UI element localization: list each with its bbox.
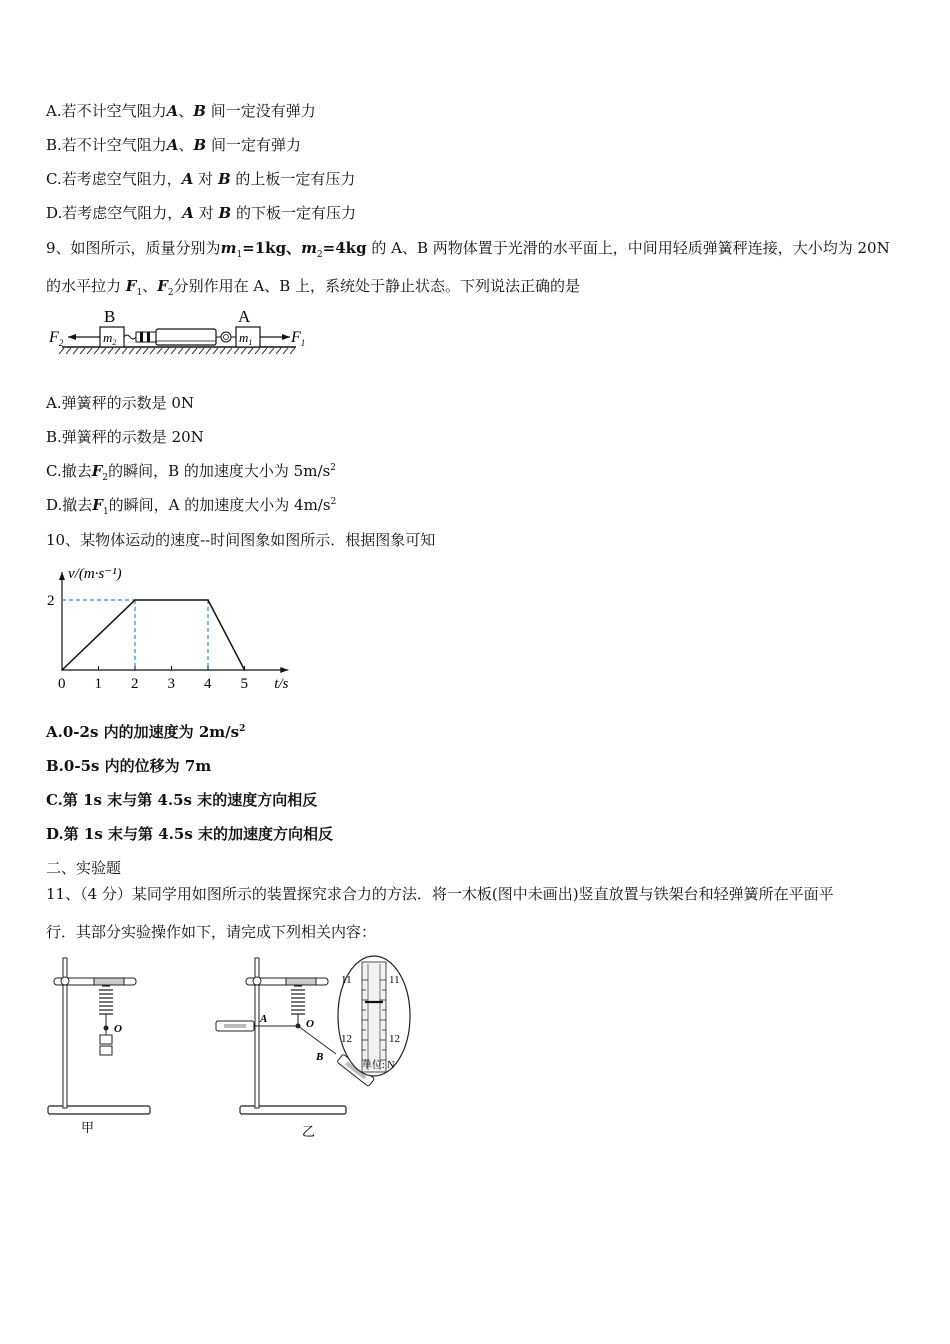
q9-option-a: A.弹簧秤的示数是 0N (46, 394, 195, 412)
q9-stem-line2: 的水平拉力 $F_1$、$F_2$分别作用在 A、B 上，系统处于静止状态。下列说法正确的是 (46, 277, 580, 298)
x-axis-arrow (280, 667, 288, 673)
q9-option-b: B.弹簧秤的示数是 20N (46, 428, 204, 446)
label-m2: $m_2$ (103, 330, 117, 347)
q10-option-d: D.第 1s 末与第 4.5s 末的加速度方向相反 (46, 825, 334, 843)
balance-body (156, 329, 216, 345)
label-b-right: B (316, 1051, 324, 1063)
q11-stem-line2: 行．其部分实验操作如下，请完成下列相关内容： (46, 923, 377, 941)
data-point (134, 599, 136, 601)
x-tick-label: 3 (167, 676, 175, 692)
label-b: B (104, 307, 116, 326)
caption-left: 甲 (81, 1120, 95, 1135)
velocity-line (62, 600, 245, 670)
q9-option-c: C.撤去$F_2$的瞬间，B 的加速度大小为 $5m/s^2$ (46, 462, 336, 483)
label-m1: $m_1$ (239, 330, 253, 347)
x-tick-label: 5 (240, 676, 248, 692)
q11-figures (44, 950, 424, 1145)
label-f2: $F_2$ (49, 329, 64, 348)
q8-option-c: C.若考虑空气阻力，A 对 B 的上板一定有压力 (46, 170, 356, 188)
scale-top-right: 11 (389, 974, 400, 986)
scale-bottom-right: 12 (389, 1033, 400, 1045)
q11-stem-line1: 11、（4 分）某同学用如图所示的装置探究求合力的方法．将一木板(图中未画出)竖直放置与铁架台和轻弹簧所在平面平 (46, 885, 834, 903)
x-tick-label: 0 (58, 676, 66, 692)
q8-option-d: D.若考虑空气阻力，A 对 B 的下板一定有压力 (46, 204, 356, 222)
data-point (244, 669, 246, 671)
label-f1: $F_1$ (291, 329, 306, 348)
scale-top-left: 11 (341, 974, 352, 986)
label-a: A (238, 307, 251, 326)
q10-option-b: B.0-5s 内的位移为 7m (46, 757, 212, 775)
x-axis-label: t/s (274, 676, 289, 692)
y-tick-label: 2 (47, 593, 55, 609)
balance-ring (221, 332, 231, 342)
vt-chart (40, 560, 300, 695)
unit-label: 单位: N (362, 1060, 395, 1071)
balance-scale (136, 332, 156, 342)
q10-stem: 10、某物体运动的速度--时间图象如图所示．根据图象可知 (46, 531, 436, 549)
q8-option-a: A.若不计空气阻力A、B 间一定没有弹力 (46, 102, 316, 120)
x-tick-label: 1 (94, 676, 102, 692)
x-tick-label: 4 (204, 676, 212, 692)
stand-right (216, 956, 410, 1139)
ground-hatching (59, 348, 295, 354)
scale-bottom-left: 12 (341, 1033, 352, 1045)
y-axis-label: v/(m·s⁻¹) (68, 566, 122, 582)
caption-right: 乙 (302, 1124, 316, 1139)
hook-left (124, 335, 136, 339)
y-axis-arrow (59, 572, 65, 580)
section-title: 二、实验题 (46, 859, 122, 877)
q10-option-c: C.第 1s 末与第 4.5s 末的速度方向相反 (46, 791, 318, 809)
data-point (61, 669, 63, 671)
q8-option-b: B.若不计空气阻力A、B 间一定有弹力 (46, 136, 301, 154)
data-point (207, 599, 209, 601)
q9-stem-line1: 9、如图所示，质量分别为$m_1=1kg$、$m_2=4kg$ 的 A、B 两物体置于光滑的水平面上，中间用轻质弹簧秤连接，大小均为 20N (46, 239, 890, 260)
q9-figure (46, 306, 316, 358)
label-o-right: O (306, 1018, 314, 1030)
label-a-right: A (260, 1013, 268, 1025)
q10-option-a: A.0-2s 内的加速度为 $2m/s^2$ (46, 723, 246, 741)
x-tick-label: 2 (131, 676, 139, 692)
q9-option-d: D.撤去$F_1$的瞬间，A 的加速度大小为 $4m/s^2$ (46, 496, 337, 517)
label-o-left: O (114, 1023, 122, 1035)
stand-left (48, 958, 150, 1135)
